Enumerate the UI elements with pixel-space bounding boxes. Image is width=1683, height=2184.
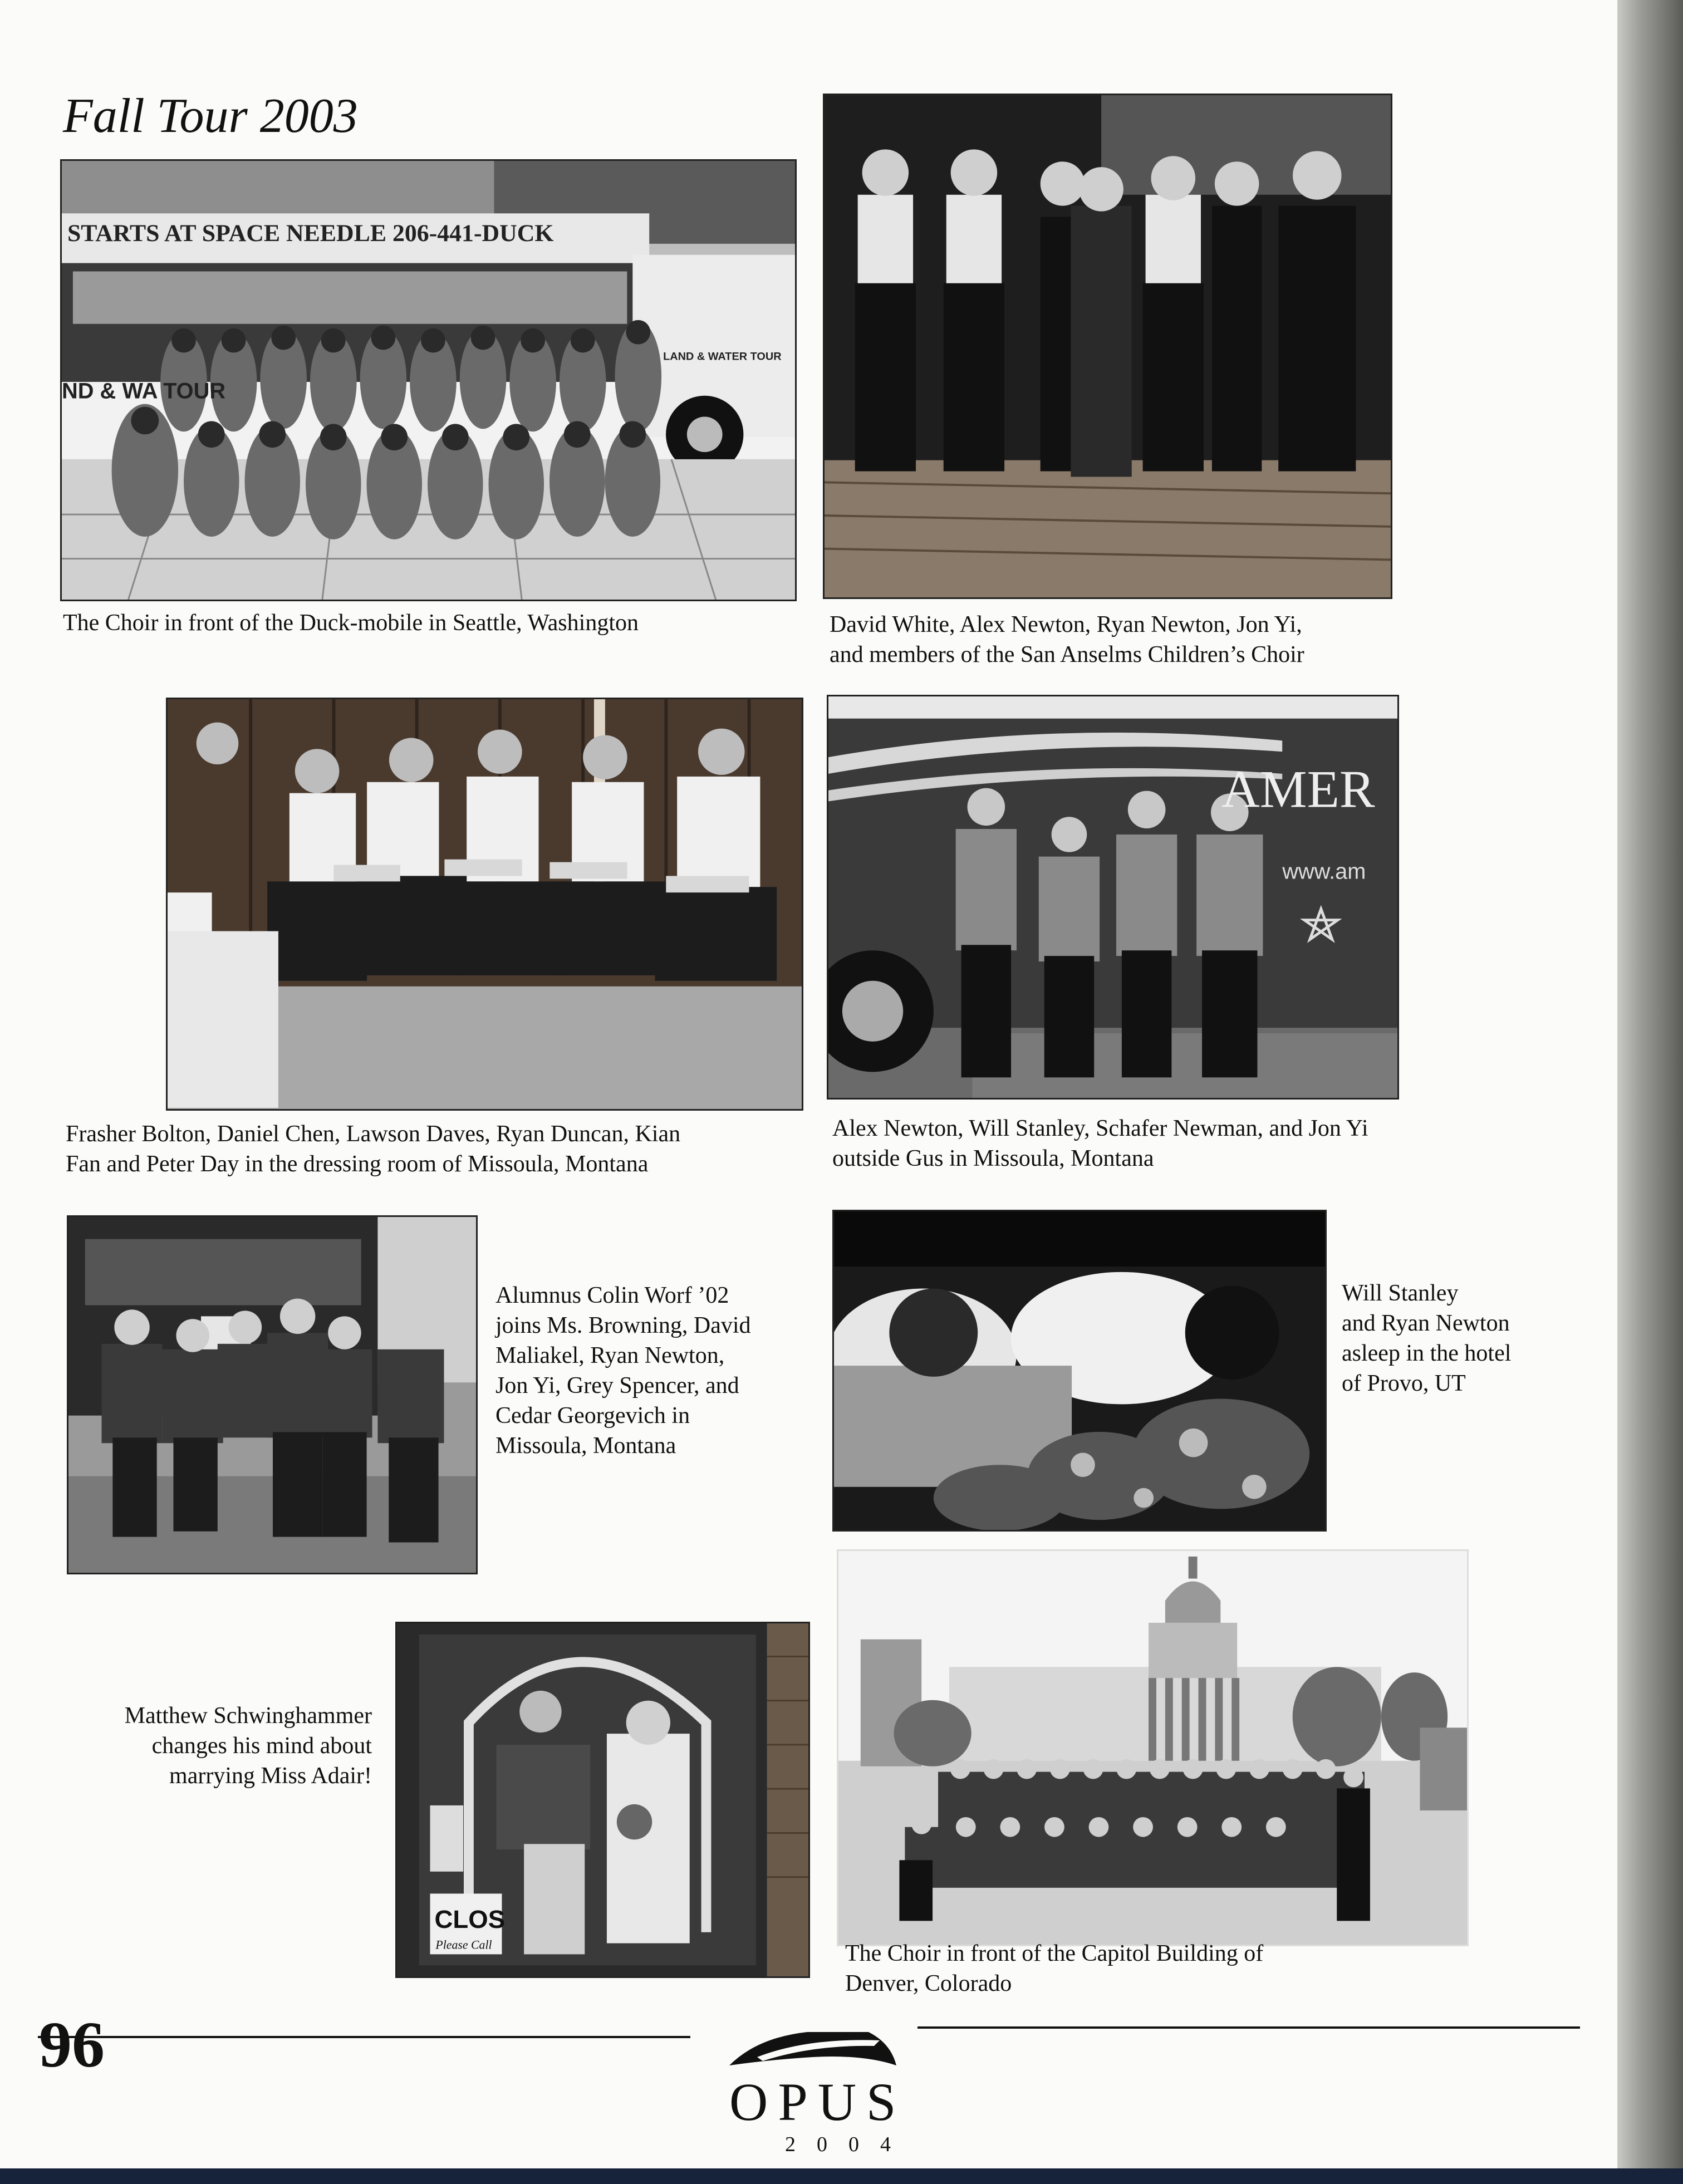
caption-asleep-hotel-line1: Will Stanley xyxy=(1342,1280,1459,1306)
caption-bus-gus-line2: outside Gus in Missoula, Montana xyxy=(832,1146,1154,1171)
footer-rule-right xyxy=(917,2026,1580,2029)
photo-bus-gus xyxy=(827,695,1399,1100)
opus-logo-year: 2004 xyxy=(785,2133,912,2156)
closed-sign-subtext: Please Call xyxy=(435,1938,492,1952)
photo-asleep-hotel xyxy=(832,1210,1327,1532)
scan-bottom-strip xyxy=(0,2168,1683,2184)
caption-dressing-room xyxy=(66,1119,680,1179)
bus-url-text: www.am xyxy=(1282,859,1366,884)
caption-colin-worf-line3: Maliakel, Ryan Newton, xyxy=(495,1343,725,1368)
caption-miss-adair-line3: marrying Miss Adair! xyxy=(169,1763,372,1789)
caption-colin-worf-line4: Jon Yi, Grey Spencer, and xyxy=(495,1373,739,1398)
caption-bus-gus xyxy=(832,1113,1368,1174)
caption-dressing-room-line1: Frasher Bolton, Daniel Chen, Lawson Daves, Ryan Duncan, Kian xyxy=(66,1121,681,1147)
caption-san-anselms-line2: and members of the San Anselms Children’s Choir xyxy=(830,642,1304,668)
photo-miss-adair xyxy=(395,1622,810,1978)
photo-colin-worf xyxy=(67,1215,478,1574)
caption-asleep-hotel xyxy=(1342,1278,1511,1398)
caption-asleep-hotel-line2: and Ryan Newton xyxy=(1342,1311,1510,1336)
duck-bus-side-text: ND & WA TOUR xyxy=(62,379,226,404)
bus-brand-text: AMER xyxy=(1221,759,1375,819)
caption-asleep-hotel-line3: asleep in the hotel xyxy=(1342,1341,1512,1366)
page-title: Fall Tour 2003 xyxy=(63,89,358,143)
caption-duck-mobile: The Choir in front of the Duck-mobile in Seattle, Washington xyxy=(63,610,639,636)
photo-duck-mobile xyxy=(60,159,797,601)
caption-capitol-denver xyxy=(845,1938,1263,1999)
duck-bus-sign: STARTS AT SPACE NEEDLE 206-441-DUCK xyxy=(67,219,554,247)
caption-asleep-hotel-line4: of Provo, UT xyxy=(1342,1371,1466,1396)
opus-logo-text: OPUS xyxy=(729,2072,906,2132)
duck-bus-side-text-2: LAND & WATER TOUR xyxy=(663,350,782,363)
photo-dressing-room xyxy=(166,698,803,1111)
caption-capitol-denver-line2: Denver, Colorado xyxy=(845,1971,1012,1996)
caption-colin-worf-line5: Cedar Georgevich in xyxy=(495,1403,690,1429)
caption-san-anselms-line1: David White, Alex Newton, Ryan Newton, Jon Yi, xyxy=(830,612,1302,637)
caption-bus-gus-line1: Alex Newton, Will Stanley, Schafer Newman, and Jon Yi xyxy=(832,1116,1368,1141)
caption-dressing-room-line2: Fan and Peter Day in the dressing room of Missoula, Montana xyxy=(66,1151,649,1177)
caption-colin-worf-line1: Alumnus Colin Worf ’02 xyxy=(495,1283,729,1308)
caption-miss-adair-line2: changes his mind about xyxy=(151,1733,372,1759)
book-edge xyxy=(1617,0,1683,2184)
photo-san-anselms xyxy=(823,94,1392,599)
closed-sign-text: CLOS xyxy=(434,1905,506,1933)
caption-san-anselms xyxy=(830,610,1304,670)
caption-miss-adair-line1: Matthew Schwinghammer xyxy=(124,1703,372,1729)
caption-capitol-denver-line1: The Choir in front of the Capitol Building of xyxy=(845,1941,1264,1966)
page-number: 96 xyxy=(39,2008,105,2081)
caption-miss-adair xyxy=(45,1701,372,1791)
caption-colin-worf-line6: Missoula, Montana xyxy=(495,1433,676,1459)
caption-colin-worf-line2: joins Ms. Browning, David xyxy=(495,1313,751,1338)
footer-rule-left xyxy=(38,2036,690,2038)
photo-capitol-denver xyxy=(837,1549,1469,1946)
caption-colin-worf xyxy=(495,1280,751,1461)
